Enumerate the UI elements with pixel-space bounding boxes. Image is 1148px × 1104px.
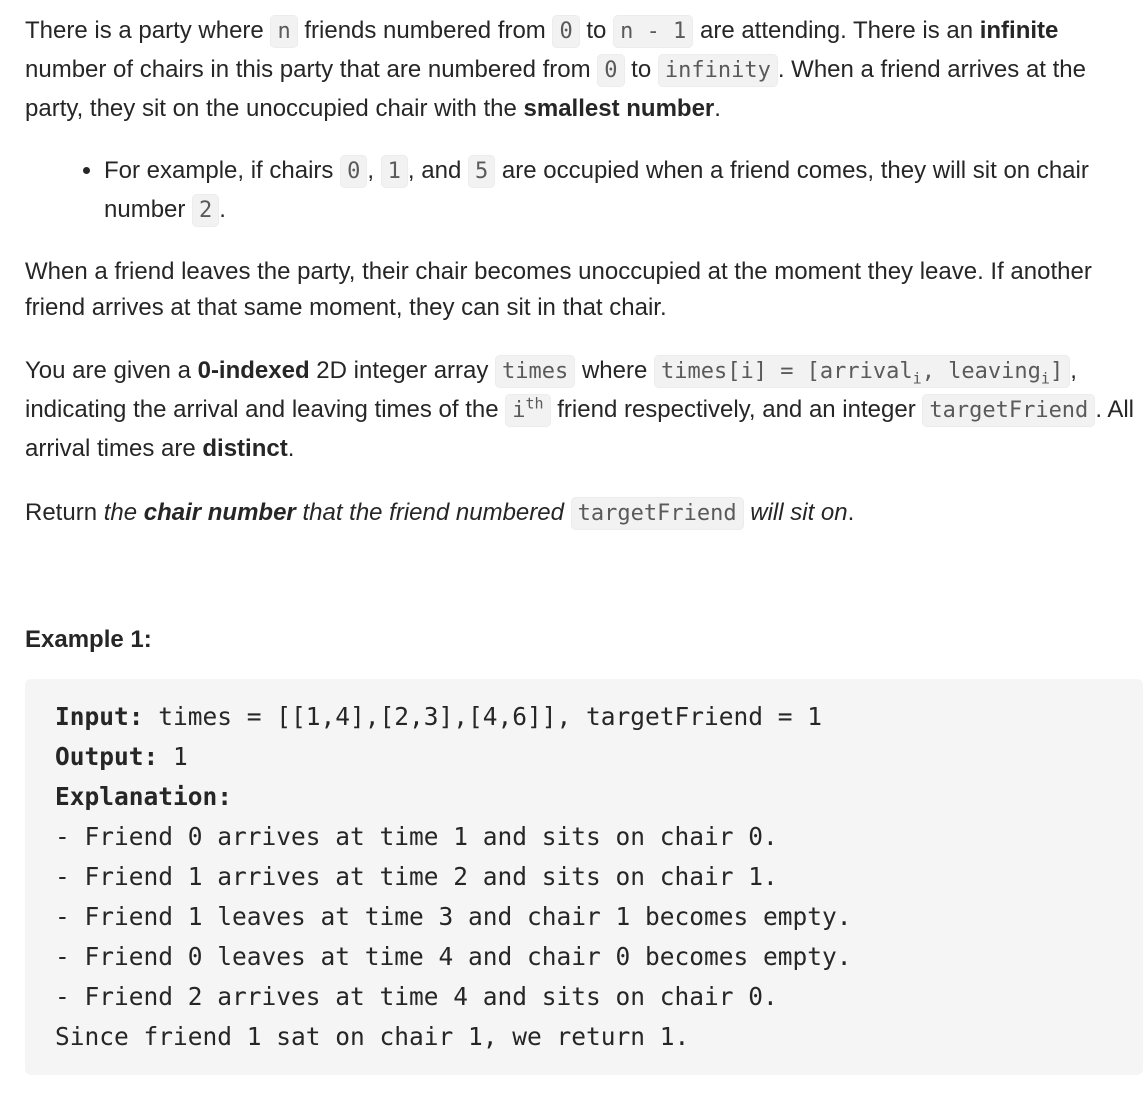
explanation-line: Since friend 1 sat on chair 1, we return 1. (55, 1022, 690, 1051)
text: There is a party where (25, 17, 271, 44)
example-explanation-label (55, 777, 1113, 817)
subscript: i (912, 369, 922, 388)
bold-zero-indexed: 0-indexed (197, 357, 310, 384)
bold-distinct: distinct (202, 435, 288, 462)
italic-text: will sit on (743, 499, 848, 526)
text: to (579, 17, 614, 44)
example-input-line (55, 697, 1113, 737)
code-times-definition (654, 355, 1070, 388)
bold-chair-number: chair number (143, 499, 296, 526)
leave-paragraph: When a friend leaves the party, their chair becomes unoccupied at the moment they leave. If another friend arrives at that same moment, they can sit in that chair. (25, 258, 1092, 321)
bold-smallest-number: smallest number (523, 95, 715, 122)
code-target-friend: targetFriend (922, 394, 1095, 427)
explanation-line: - Friend 0 leaves at time 4 and chair 0 becomes empty. (55, 942, 852, 971)
text: , and (407, 157, 468, 184)
code-times: times (495, 355, 575, 388)
text: You are given a (25, 357, 198, 384)
text: times[i] = [arrival (660, 359, 913, 384)
text: . (219, 196, 226, 223)
code-zero: 0 (552, 15, 579, 48)
code-target-friend: targetFriend (571, 497, 744, 530)
text: the (103, 499, 144, 526)
code-zero: 0 (340, 155, 367, 188)
code-two: 2 (192, 194, 219, 227)
text: ] (1049, 359, 1064, 384)
italic-text (104, 499, 571, 526)
text: . (714, 95, 721, 122)
text: i (512, 398, 526, 423)
code-one: 1 (381, 155, 408, 188)
text: . (287, 435, 295, 462)
problem-description (25, 12, 1145, 1075)
intro-paragraph (25, 12, 1145, 128)
text: . When a friend arrives at the party, they sit on the unoccupied chair with the (25, 56, 1086, 122)
text: that the friend numbered (295, 499, 571, 526)
input-paragraph (25, 352, 1145, 468)
code-five: 5 (468, 155, 495, 188)
bold-infinite: infinite (979, 17, 1059, 44)
explanation-line: - Friend 1 leaves at time 3 and chair 1 becomes empty. (55, 902, 852, 931)
subscript: i (1040, 369, 1050, 388)
text: , indicating the arrival and leaving times of the (25, 357, 1077, 423)
text: friends numbered from (297, 17, 553, 44)
text: . (847, 499, 855, 526)
superscript: th (525, 394, 544, 413)
input-value: times = [[1,4],[2,3],[4,6]], targetFriend = 1 (143, 702, 823, 731)
text: 2D integer array (309, 357, 496, 384)
example-code-block (25, 679, 1143, 1075)
text: . All arrival times are (25, 396, 1134, 462)
text: For example, if chairs (104, 157, 341, 184)
text: Return (25, 499, 104, 526)
example-output-line (55, 737, 1113, 777)
explanation-line: - Friend 1 arrives at time 2 and sits on chair 1. (55, 862, 778, 891)
code-i-th (505, 394, 550, 427)
text: , leaving (921, 359, 1041, 384)
output-label: Output: (55, 742, 159, 771)
code-infinity: infinity (658, 54, 778, 87)
text: where (575, 357, 654, 384)
example-title: Example 1: (25, 626, 152, 653)
example-bullet-list (25, 152, 1145, 230)
list-item (104, 152, 1145, 230)
text: to (624, 56, 658, 83)
text: are attending. There is an (693, 17, 980, 44)
text: , (367, 157, 381, 184)
input-label: Input: (55, 702, 144, 731)
explanation-line: - Friend 2 arrives at time 4 and sits on chair 0. (55, 982, 778, 1011)
explanation-line: - Friend 0 arrives at time 1 and sits on chair 0. (55, 822, 778, 851)
text: are occupied when a friend comes, they will sit on chair number (104, 157, 1089, 223)
explanation-label: Explanation: (55, 782, 233, 811)
code-n: n (270, 15, 297, 48)
output-value: 1 (158, 742, 188, 771)
text: number of chairs in this party that are numbered from (25, 56, 598, 83)
code-n-minus-1: n - 1 (613, 15, 693, 48)
code-zero: 0 (597, 54, 624, 87)
text: friend respectively, and an integer (550, 396, 923, 423)
return-paragraph (25, 494, 1145, 533)
